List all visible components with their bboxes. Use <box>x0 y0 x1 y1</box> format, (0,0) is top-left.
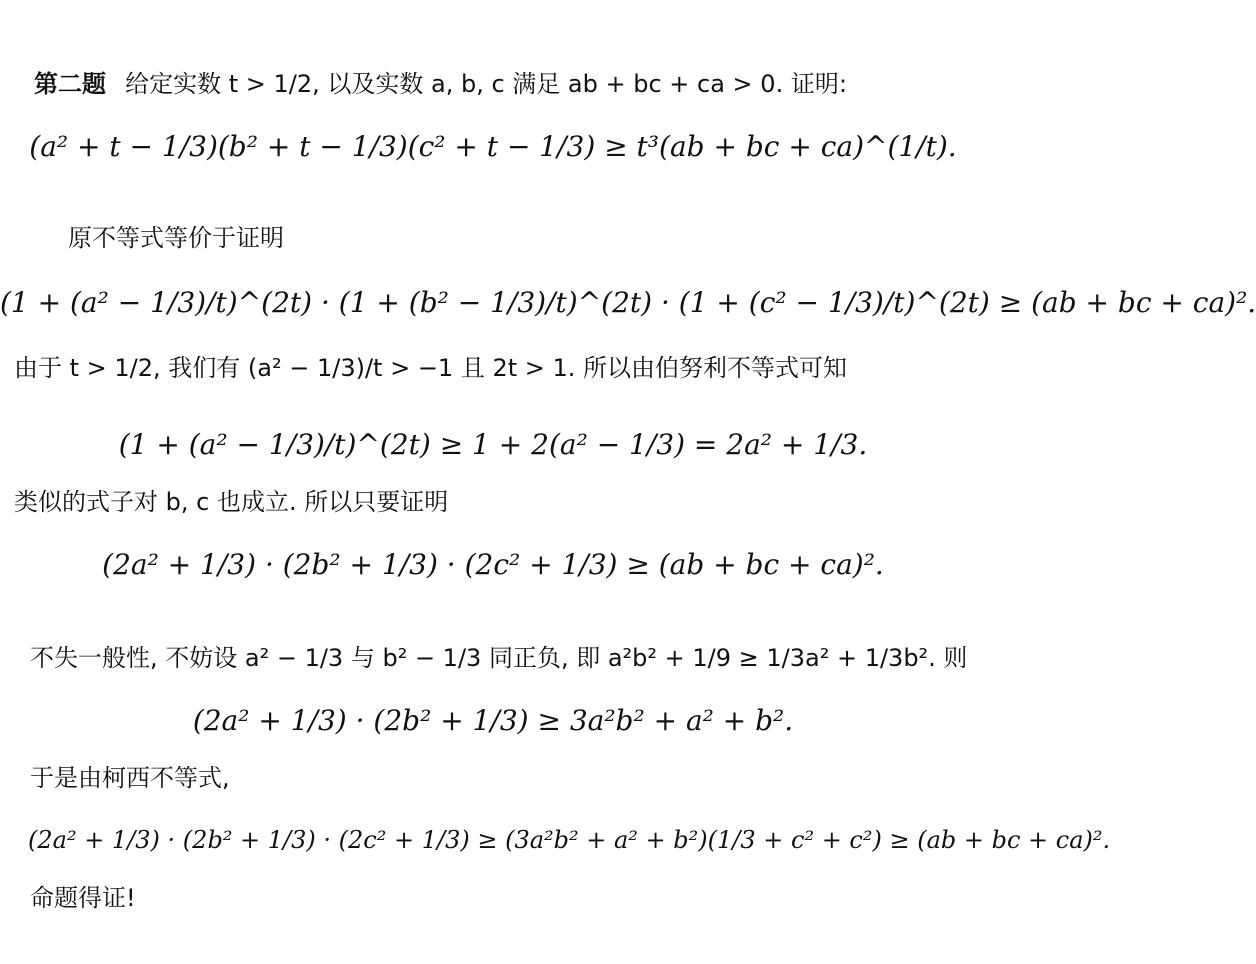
problem-header <box>34 72 847 96</box>
cauchy-inequality: (2a² + 1/3) · (2b² + 1/3) · (2c² + 1/3) ≥ (3a²b² + a² + b²)(1/3 + c² + c²) ≥ (ab + bc + ca)². <box>28 826 1111 854</box>
bernoulli-text: 由于 t > 1/2, 我们有 (a² − 1/3)/t > −1 且 2t > 1. 所以由伯努利不等式可知 <box>14 354 848 382</box>
equivalence-text: 原不等式等价于证明 <box>68 224 284 252</box>
wlog-text: 不失一般性, 不妨设 a² − 1/3 与 b² − 1/3 同正负, 即 a²b² + 1/9 ≥ 1/3a² + 1/3b². 则 <box>30 644 968 672</box>
cauchy-text: 于是由柯西不等式, <box>30 764 230 792</box>
main-inequality: (a² + t − 1/3)(b² + t − 1/3)(c² + t − 1/3) ≥ t³(ab + bc + ca)^(1/t). <box>29 130 957 163</box>
wlog-inequality: (2a² + 1/3) · (2b² + 1/3) ≥ 3a²b² + a² + b². <box>192 704 794 737</box>
reduced-inequality: (2a² + 1/3) · (2b² + 1/3) · (2c² + 1/3) ≥ (ab + bc + ca)². <box>102 548 884 581</box>
similar-text: 类似的式子对 b, c 也成立. 所以只要证明 <box>14 488 449 516</box>
bernoulli-inequality: (1 + (a² − 1/3)/t)^(2t) ≥ 1 + 2(a² − 1/3) = 2a² + 1/3. <box>118 428 868 461</box>
problem-statement: 给定实数 t > 1/2, 以及实数 a, b, c 满足 ab + bc + ca > 0. 证明: <box>125 70 847 98</box>
conclusion-text: 命题得证! <box>30 884 136 912</box>
problem-label: 第二题 <box>34 70 106 98</box>
equivalent-inequality: (1 + (a² − 1/3)/t)^(2t) · (1 + (b² − 1/3)/t)^(2t) · (1 + (c² − 1/3)/t)^(2t) ≥ (ab + bc + ca)². <box>0 286 1256 319</box>
